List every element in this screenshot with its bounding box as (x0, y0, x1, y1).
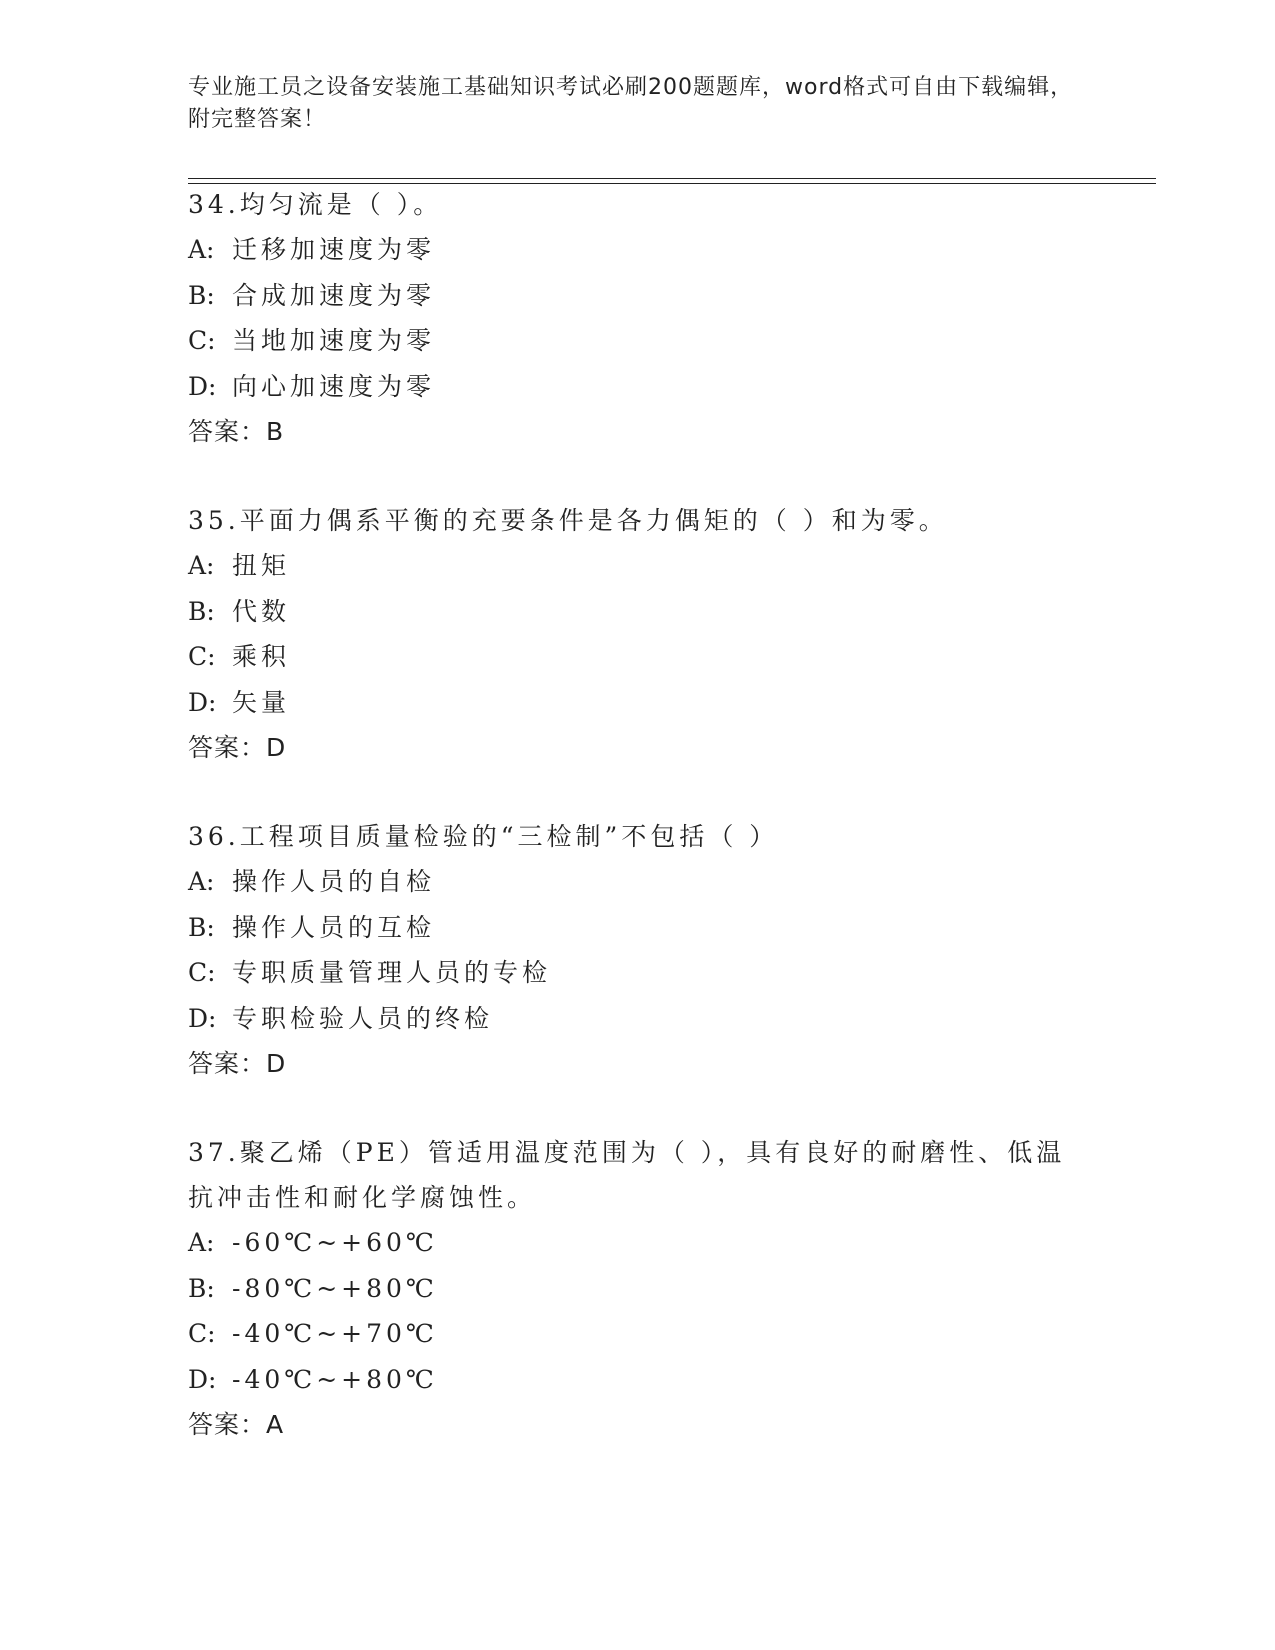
option-c (188, 950, 1088, 996)
option-text: 专职检验人员的终检 (232, 1003, 494, 1033)
option-text: -40℃~+80℃ (232, 1364, 438, 1394)
option-text: 操作人员的自检 (232, 867, 436, 896)
option-text: -60℃~+60℃ (232, 1228, 438, 1257)
option-c (188, 1311, 1088, 1357)
option-c (188, 634, 1088, 680)
option-text: 向心加速度为零 (232, 371, 436, 401)
question-stem: 37.聚乙烯（PE）管适用温度范围为（ ），具有良好的耐磨性、低温抗冲击性和耐化学腐蚀性。 (188, 1138, 1066, 1212)
option-a (188, 227, 1088, 273)
option-letter: C: (188, 1319, 216, 1348)
option-letter: A: (188, 235, 215, 264)
option-text: 当地加速度为零 (232, 326, 436, 355)
option-letter: D: (188, 1364, 217, 1394)
option-letter: B: (188, 280, 215, 310)
question-stem: 36.工程项目质量检验的“三检制”不包括（ ） (188, 822, 779, 851)
document-header: 专业施工员之设备安装施工基础知识考试必刷200题题库，word格式可自由下载编辑，附完整答案！ (188, 75, 1074, 132)
option-letter: A: (188, 1228, 215, 1257)
answer-line: 答案：B (188, 417, 285, 446)
answer-line: 答案：D (188, 733, 287, 762)
option-letter: C: (188, 326, 216, 355)
option-letter: A: (188, 551, 215, 580)
option-text: 迁移加速度为零 (232, 235, 436, 264)
question-stem: 34.均匀流是（ ）。 (188, 190, 443, 219)
question-stem: 35.平面力偶系平衡的充要条件是各力偶矩的（ ）和为零。 (188, 506, 948, 535)
option-d (188, 1357, 1088, 1403)
option-text: 乘积 (232, 642, 291, 671)
option-text: 操作人员的互检 (232, 912, 436, 942)
option-d (188, 996, 1088, 1042)
option-letter: D: (188, 1003, 217, 1033)
option-b (188, 273, 1088, 319)
option-d (188, 364, 1088, 410)
option-d (188, 680, 1088, 726)
option-letter: D: (188, 371, 217, 401)
question-37 (188, 1130, 1088, 1448)
header-divider-top (188, 178, 1156, 179)
option-text: -80℃~+80℃ (232, 1273, 438, 1303)
option-text: -40℃~+70℃ (232, 1319, 438, 1348)
option-text: 合成加速度为零 (232, 280, 436, 310)
option-b (188, 589, 1088, 635)
answer-line: 答案：D (188, 1049, 287, 1078)
question-35 (188, 498, 1088, 771)
option-a (188, 859, 1088, 905)
question-36 (188, 814, 1088, 1087)
option-b (188, 905, 1088, 951)
option-letter: B: (188, 912, 215, 942)
option-b (188, 1266, 1088, 1312)
option-text: 专职质量管理人员的专检 (232, 958, 552, 987)
option-letter: C: (188, 958, 216, 987)
option-text: 扭矩 (232, 551, 291, 580)
option-letter: A: (188, 867, 215, 896)
option-letter: D: (188, 687, 217, 717)
option-letter: C: (188, 642, 216, 671)
option-letter: B: (188, 596, 215, 626)
option-letter: B: (188, 1273, 215, 1303)
option-a (188, 543, 1088, 589)
option-c (188, 318, 1088, 364)
option-a (188, 1220, 1088, 1266)
option-text: 代数 (232, 596, 291, 626)
question-34 (188, 182, 1088, 455)
option-text: 矢量 (232, 687, 291, 717)
answer-line: 答案：A (188, 1410, 285, 1439)
